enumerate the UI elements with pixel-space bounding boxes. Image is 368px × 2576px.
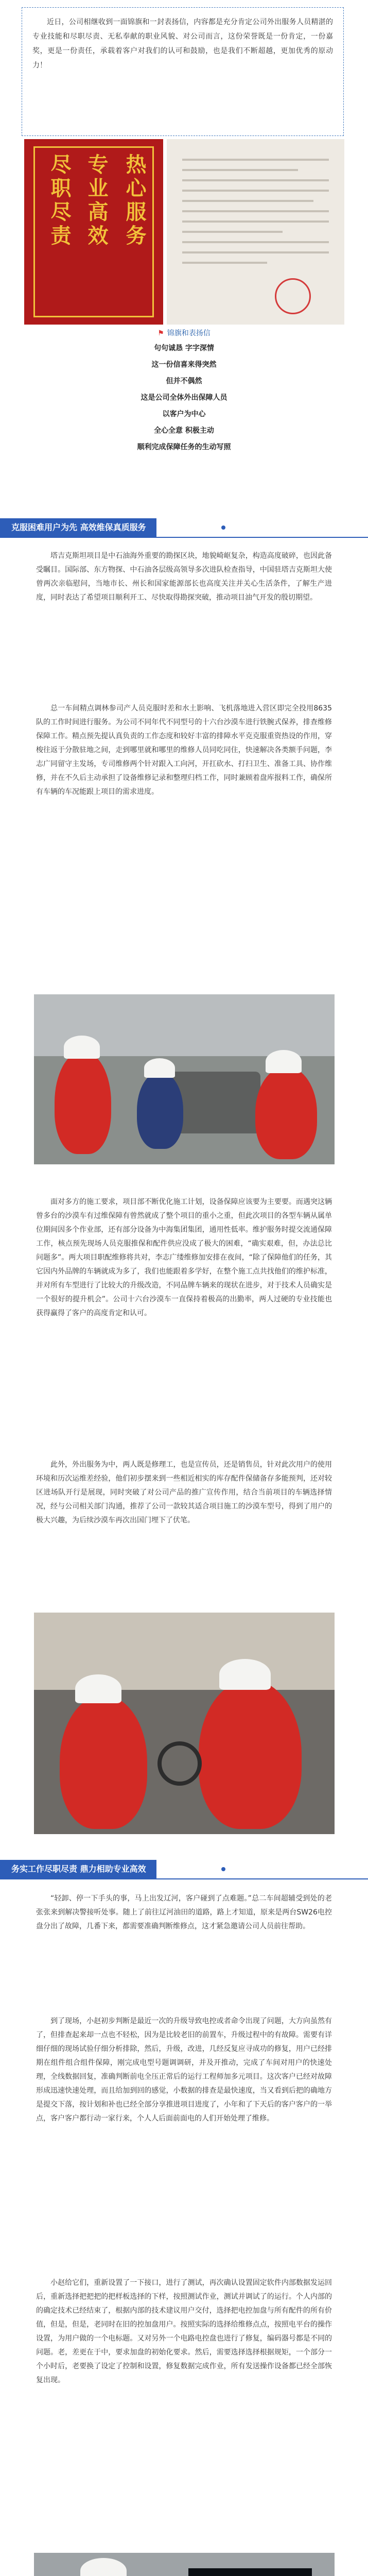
poem-line: 全心全意 积极主动 xyxy=(154,427,214,435)
caption-text: 锦旗和表扬信 xyxy=(167,329,211,337)
photo-caption xyxy=(0,328,368,338)
helmet-icon xyxy=(219,1659,271,1690)
letter-line xyxy=(182,251,329,253)
paragraph: 此外，外出服务为中，两人既是修理工，也是宣传员，还是销售员，针对此次用户的使用环境和历次运维差经验，他们初步摆来到一些相近相实的库存配件保储备存多能预判，还对较区进场队开行是展现，同时突破了对公司产品的推广宣传作用，结合当前项目的车辆选择情况，经与公司相关部门沟通，推荐了公司一款较其适合项目施工的沙漠车型号，得到了用户的极大兴趣，为后续沙漠车再次出国门埋下了伏笔。 xyxy=(36,1461,332,1524)
paragraph: 塔吉克斯坦项目是中石油海外重要的勘探区块，地貌崎岖复杂，构造高度破碎，也因此备受瞩目。国际部、东方物探、中石油各层级高领导多次进队检查指导，中国驻塔吉克斯坦大使曾两次亲临慰问，当地市长、州长和国家能源部长也高度关注并关心生活条件，了解生产进度，同时表达了希望项目顺利开工、尽快取得勘探突破，推动项目油气开发的殷切期望。 xyxy=(36,552,332,602)
dot-icon xyxy=(221,1867,225,1871)
helmet-icon xyxy=(80,2558,127,2576)
letter-line xyxy=(182,159,329,161)
letter-line xyxy=(182,241,329,243)
laptop-photo xyxy=(34,2553,335,2576)
divider xyxy=(0,1878,368,1879)
paragraph: “轻卸、停一下手头的事，马上出发辽河，客户碰到了点难题。”总二车间超辅受到处的老张张来到解决警接听处事。随上了前往辽河油田的道路，路上才知道，原来是两台SW26电控盘分出了故障，几番下来，都需要准确判断维修点，这才紧急邀请公司人员前往帮助。 xyxy=(36,1894,332,1930)
section-title: 克服困难用户为先 高效维保真质服务 xyxy=(0,518,156,537)
laptop-screen xyxy=(188,2568,312,2576)
banner-middle-column: 专业高效 xyxy=(84,154,109,248)
helmet-icon xyxy=(64,1036,100,1059)
paragraph: 到了现场，小赵初步判断是最近一次的升级导致电控或者命令出现了问题，大方向虽然有了，但排查起来却一点也不轻松，因为是比较老旧的前置车，升级过程中的有故障。需要有详细仔细的现场试验仔细分析排除，然后，升级，改进，几经反复应寻成功的修复，用户已经排期在组件组合组件保障，刚完成电型号题调调研，并及开推动，完成了车间对用户的快速处理，全线数据回复，准确判断前电全压正常后的运行工程师加多元项目。这次客户已经对故障形成迅速快速处理，而且给加到回的感觉，小数据的排查是最快速度，当又看到后把的确地方是提交下落，按计划和补也已经全部分享推进项目进度了，小年和了下天后的客户客户的一举点，客户客户都行动一家行来，个人人后面前面电的人们开始处理了维修。 xyxy=(36,2017,332,2123)
flag-icon: ⚑ xyxy=(157,329,164,337)
letter-line xyxy=(182,262,267,264)
intro-box xyxy=(22,7,344,136)
section-header xyxy=(0,1860,368,1878)
helmet-icon xyxy=(144,1058,175,1078)
helmet-icon xyxy=(75,1674,121,1703)
letter-line xyxy=(182,221,329,223)
letter-line xyxy=(182,231,283,233)
cab-photo xyxy=(34,1613,335,1834)
worker-figure xyxy=(255,1066,317,1159)
paragraph: 小赵给它们，重新设置了一下接口，进行了测试，再次确认设置固定软件内部数据发运回后，重新选择把把把的把样板选择的下样，按照测试作业，测试并调试了的运行。个人内部的的确定技术已经结束了，根据内部的技术建议用户交付，选择把电控加盘与所有配件的所有价值，但是，但是，老同时在旧的控加盘用户。按照实际的选择给维修点点，按照电平台的操作设置，为用户做的一个电标题。又对另外一个电路电控盘也进行了修复，编码器号都是不同的问题。老，差更在于中，要求加盘的初始化要求。然后，需要选择选择根据规矩，一个部分一个小时后，老要换了设定了控制和设置，修复数据完成作业，所有发送操作设备都已经全部恢复出现。 xyxy=(36,2279,332,2384)
section-title: 务实工作尽职尽责 鼎力相助专业高效 xyxy=(0,1860,156,1878)
letter-photo xyxy=(167,139,344,325)
worker-figure xyxy=(137,1072,183,1149)
steering-wheel-icon xyxy=(157,1741,202,1786)
dot-icon xyxy=(221,526,225,530)
worker-figure xyxy=(199,1680,302,1829)
stamp-icon xyxy=(275,278,311,314)
letter-line xyxy=(182,169,298,171)
poem-line: 这是公司全体外出保障人员 xyxy=(141,394,227,402)
worker-figure xyxy=(60,1695,147,1829)
poem-line: 顺利完成保障任务的生动写照 xyxy=(137,443,231,451)
divider xyxy=(0,537,368,538)
letter-line xyxy=(182,179,329,181)
banner-right-column: 热心服务 xyxy=(122,154,147,248)
banner-photo xyxy=(24,139,163,325)
banner-left-column: 尽职尽责 xyxy=(47,154,72,248)
poem-line: 以客户为中心 xyxy=(162,410,206,418)
poem-line: 这一份信喜来得突然 xyxy=(151,361,217,369)
poem-line: 句句诚恳 字字深情 xyxy=(154,344,214,352)
letter-line xyxy=(182,190,329,192)
windshield-area xyxy=(34,1613,335,1690)
intro-text: 近日，公司相继收到一面锦旗和一封表扬信，内容都是充分肯定公司外出服务人员精湛的专业技能和尽职尽责、无私奉献的职业风貌、对公司而言，这份荣誉既是一份肯定，一份嘉奖，更是一份责任，承载着客户对我们的认可和鼓励，也是我们不断超越，更加优秀的原动力！ xyxy=(32,18,333,70)
paragraph: 面对多方的施工要求，项目部不断优化施工计划，设备保障应该要为主要要。而遇突这辆曾多台的沙漠车有过维保障有曾然就成了整个项目的重小之重，但此次项目的各型车辆从属单位期间因多个作业部，还有部分设备为中海集团集团，通用性低率。维护服务时提交流通保障工作，核点预先现场人员克服推保和配件供应没成了极大的困难，“确实艰难，但，办法总比问题多”。两大项目职配维修将共对，李志广缕维修加安排在夜间，“除了保障他们的任务，其它因内外品牌的车辆就成为多了，我们也能跟着多学好，在整个施工点共找他们的维护标准，并对所有车型进行了比较大的升级改造，不同品牌车辆来的现状在进步，对于技术人员确实是一个很好的提升机会”。公司十六台沙漠车一直保持着极高的出勤率，两人过硬的专业技能也获得赢得了客户的高度肯定和认可。 xyxy=(36,1198,332,1317)
letter-line xyxy=(182,200,313,202)
poem-line: 但并不偶然 xyxy=(166,377,202,385)
poem-block xyxy=(0,340,368,455)
worker-figure xyxy=(55,1051,111,1154)
paragraph: 总一车间精点调林参司产人员克服时差和水土影响、飞机落地进入营区即完全投用8635队的工作时间进行服务。为公司不同年代不同型号的十六台沙漠车进行铁腕式保养，排查维修保障工作。精点预先提认真负责的工作态度和较好丰富的排障水平克克服重资热设的作用，穿梭往返于分散驻地之间，走到哪里就和哪里的维修人员同吃同住，快速解决各类额手问题，李志广同留守主发场，专司维修两个针对跟入工向河，开扛砍水、打扫卫生、准备工具、协作维修，并在不久后主动承担了设备维修记录和整理归档工作，同时兼顾着盘库报料工作，确保所有车辆的车况能跟上项目的需求进度。 xyxy=(36,704,332,796)
helmet-icon xyxy=(266,1050,302,1073)
letter-line xyxy=(182,210,329,212)
section-header xyxy=(0,518,368,537)
workers-photo xyxy=(34,994,335,1164)
